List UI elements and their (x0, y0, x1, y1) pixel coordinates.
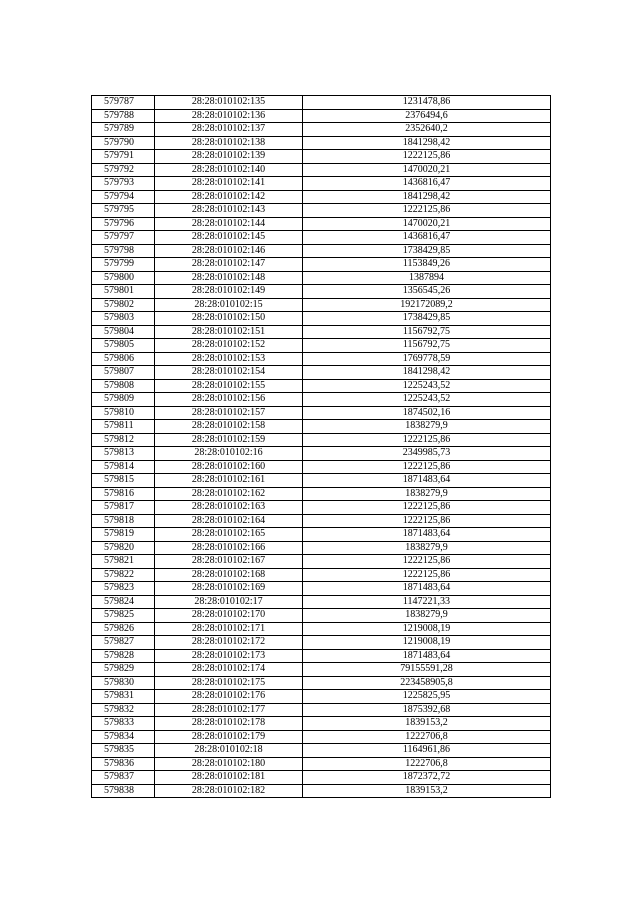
table-row (92, 622, 551, 636)
row-number-cell: 579805 (92, 339, 155, 353)
cadastral-value-cell: 1838279,9 (303, 541, 551, 555)
cadastral-value-cell: 1156792,75 (303, 325, 551, 339)
table-row (92, 352, 551, 366)
row-number-cell: 579795 (92, 204, 155, 218)
cadastral-number-cell: 28:28:010102:182 (155, 784, 303, 798)
row-number-cell: 579814 (92, 460, 155, 474)
cadastral-value-cell: 223458905,8 (303, 676, 551, 690)
table-row (92, 541, 551, 555)
table-row (92, 771, 551, 785)
cadastral-number-cell: 28:28:010102:177 (155, 703, 303, 717)
row-number-cell: 579820 (92, 541, 155, 555)
cadastral-value-cell: 2376494,6 (303, 109, 551, 123)
cadastral-value-table (91, 95, 551, 798)
cadastral-value-cell: 1841298,42 (303, 190, 551, 204)
table-row (92, 690, 551, 704)
cadastral-number-cell: 28:28:010102:136 (155, 109, 303, 123)
row-number-cell: 579803 (92, 312, 155, 326)
row-number-cell: 579818 (92, 514, 155, 528)
cadastral-value-cell: 1839153,2 (303, 784, 551, 798)
cadastral-value-cell: 79155591,28 (303, 663, 551, 677)
cadastral-number-cell: 28:28:010102:145 (155, 231, 303, 245)
cadastral-value-cell: 1470020,21 (303, 163, 551, 177)
cadastral-number-cell: 28:28:010102:150 (155, 312, 303, 326)
table-row (92, 609, 551, 623)
table-row (92, 663, 551, 677)
row-number-cell: 579824 (92, 595, 155, 609)
cadastral-value-cell: 1738429,85 (303, 312, 551, 326)
table-row (92, 325, 551, 339)
table-row (92, 217, 551, 231)
cadastral-value-cell: 1871483,64 (303, 474, 551, 488)
row-number-cell: 579800 (92, 271, 155, 285)
cadastral-number-cell: 28:28:010102:167 (155, 555, 303, 569)
row-number-cell: 579833 (92, 717, 155, 731)
cadastral-number-cell: 28:28:010102:157 (155, 406, 303, 420)
cadastral-value-cell: 1838279,9 (303, 487, 551, 501)
cadastral-number-cell: 28:28:010102:171 (155, 622, 303, 636)
cadastral-number-cell: 28:28:010102:16 (155, 447, 303, 461)
table-row (92, 204, 551, 218)
cadastral-number-cell: 28:28:010102:180 (155, 757, 303, 771)
cadastral-number-cell: 28:28:010102:153 (155, 352, 303, 366)
cadastral-value-cell: 1872372,72 (303, 771, 551, 785)
cadastral-value-cell: 1841298,42 (303, 366, 551, 380)
cadastral-value-cell: 1470020,21 (303, 217, 551, 231)
cadastral-value-cell: 1222125,86 (303, 555, 551, 569)
cadastral-number-cell: 28:28:010102:140 (155, 163, 303, 177)
table-row (92, 649, 551, 663)
table-row (92, 285, 551, 299)
table-row (92, 744, 551, 758)
table-row (92, 636, 551, 650)
cadastral-number-cell: 28:28:010102:149 (155, 285, 303, 299)
cadastral-value-cell: 1222125,86 (303, 150, 551, 164)
table-row (92, 757, 551, 771)
cadastral-value-cell: 1222125,86 (303, 501, 551, 515)
cadastral-value-cell: 1147221,33 (303, 595, 551, 609)
table-row (92, 298, 551, 312)
cadastral-value-cell: 1356545,26 (303, 285, 551, 299)
cadastral-value-cell: 1871483,64 (303, 528, 551, 542)
table-row (92, 258, 551, 272)
row-number-cell: 579825 (92, 609, 155, 623)
table-row (92, 231, 551, 245)
row-number-cell: 579822 (92, 568, 155, 582)
row-number-cell: 579821 (92, 555, 155, 569)
cadastral-number-cell: 28:28:010102:152 (155, 339, 303, 353)
row-number-cell: 579827 (92, 636, 155, 650)
row-number-cell: 579813 (92, 447, 155, 461)
cadastral-value-cell: 1222125,86 (303, 514, 551, 528)
table-row (92, 190, 551, 204)
table-row (92, 501, 551, 515)
cadastral-number-cell: 28:28:010102:178 (155, 717, 303, 731)
row-number-cell: 579798 (92, 244, 155, 258)
cadastral-number-cell: 28:28:010102:15 (155, 298, 303, 312)
table-row (92, 150, 551, 164)
cadastral-value-cell: 1841298,42 (303, 136, 551, 150)
cadastral-value-cell: 1222706,8 (303, 757, 551, 771)
row-number-cell: 579796 (92, 217, 155, 231)
cadastral-number-cell: 28:28:010102:166 (155, 541, 303, 555)
row-number-cell: 579804 (92, 325, 155, 339)
row-number-cell: 579807 (92, 366, 155, 380)
table-row (92, 420, 551, 434)
cadastral-number-cell: 28:28:010102:137 (155, 123, 303, 137)
table-row (92, 703, 551, 717)
cadastral-number-cell: 28:28:010102:172 (155, 636, 303, 650)
cadastral-number-cell: 28:28:010102:176 (155, 690, 303, 704)
cadastral-number-cell: 28:28:010102:18 (155, 744, 303, 758)
cadastral-number-cell: 28:28:010102:135 (155, 96, 303, 110)
cadastral-value-cell: 1874502,16 (303, 406, 551, 420)
table-row (92, 730, 551, 744)
cadastral-number-cell: 28:28:010102:169 (155, 582, 303, 596)
cadastral-number-cell: 28:28:010102:143 (155, 204, 303, 218)
cadastral-number-cell: 28:28:010102:144 (155, 217, 303, 231)
cadastral-value-cell: 1231478,86 (303, 96, 551, 110)
cadastral-value-cell: 1225243,52 (303, 379, 551, 393)
table-row (92, 244, 551, 258)
row-number-cell: 579836 (92, 757, 155, 771)
cadastral-number-cell: 28:28:010102:17 (155, 595, 303, 609)
cadastral-value-cell: 1219008,19 (303, 622, 551, 636)
cadastral-number-cell: 28:28:010102:168 (155, 568, 303, 582)
table-row (92, 717, 551, 731)
row-number-cell: 579802 (92, 298, 155, 312)
table-row (92, 487, 551, 501)
cadastral-value-cell: 1738429,85 (303, 244, 551, 258)
row-number-cell: 579806 (92, 352, 155, 366)
table-row (92, 123, 551, 137)
row-number-cell: 579797 (92, 231, 155, 245)
row-number-cell: 579817 (92, 501, 155, 515)
cadastral-number-cell: 28:28:010102:159 (155, 433, 303, 447)
row-number-cell: 579794 (92, 190, 155, 204)
row-number-cell: 579832 (92, 703, 155, 717)
cadastral-number-cell: 28:28:010102:170 (155, 609, 303, 623)
table-row (92, 676, 551, 690)
cadastral-value-cell: 1222125,86 (303, 433, 551, 447)
row-number-cell: 579831 (92, 690, 155, 704)
row-number-cell: 579826 (92, 622, 155, 636)
table-row (92, 460, 551, 474)
table-row (92, 393, 551, 407)
row-number-cell: 579816 (92, 487, 155, 501)
cadastral-number-cell: 28:28:010102:146 (155, 244, 303, 258)
cadastral-number-cell: 28:28:010102:165 (155, 528, 303, 542)
cadastral-number-cell: 28:28:010102:173 (155, 649, 303, 663)
row-number-cell: 579809 (92, 393, 155, 407)
row-number-cell: 579837 (92, 771, 155, 785)
row-number-cell: 579835 (92, 744, 155, 758)
cadastral-value-cell: 1436816,47 (303, 177, 551, 191)
row-number-cell: 579838 (92, 784, 155, 798)
cadastral-number-cell: 28:28:010102:158 (155, 420, 303, 434)
cadastral-value-cell: 1871483,64 (303, 649, 551, 663)
row-number-cell: 579801 (92, 285, 155, 299)
row-number-cell: 579790 (92, 136, 155, 150)
table-row (92, 177, 551, 191)
row-number-cell: 579830 (92, 676, 155, 690)
table-row (92, 528, 551, 542)
table-row (92, 312, 551, 326)
cadastral-value-cell: 1153849,26 (303, 258, 551, 272)
cadastral-number-cell: 28:28:010102:156 (155, 393, 303, 407)
row-number-cell: 579834 (92, 730, 155, 744)
cadastral-value-cell: 1225243,52 (303, 393, 551, 407)
table-row (92, 366, 551, 380)
table-row (92, 136, 551, 150)
cadastral-value-cell: 1871483,64 (303, 582, 551, 596)
table-body (92, 96, 551, 798)
cadastral-number-cell: 28:28:010102:151 (155, 325, 303, 339)
cadastral-value-cell: 1839153,2 (303, 717, 551, 731)
row-number-cell: 579787 (92, 96, 155, 110)
row-number-cell: 579812 (92, 433, 155, 447)
table-row (92, 339, 551, 353)
table-row (92, 474, 551, 488)
cadastral-value-cell: 192172089,2 (303, 298, 551, 312)
cadastral-number-cell: 28:28:010102:175 (155, 676, 303, 690)
cadastral-number-cell: 28:28:010102:138 (155, 136, 303, 150)
table-row (92, 568, 551, 582)
table-row (92, 96, 551, 110)
cadastral-number-cell: 28:28:010102:179 (155, 730, 303, 744)
cadastral-number-cell: 28:28:010102:141 (155, 177, 303, 191)
cadastral-number-cell: 28:28:010102:164 (155, 514, 303, 528)
table-row (92, 379, 551, 393)
row-number-cell: 579828 (92, 649, 155, 663)
table-row (92, 163, 551, 177)
row-number-cell: 579808 (92, 379, 155, 393)
row-number-cell: 579792 (92, 163, 155, 177)
cadastral-value-cell: 1156792,75 (303, 339, 551, 353)
cadastral-value-cell: 1838279,9 (303, 609, 551, 623)
cadastral-value-cell: 1222125,86 (303, 460, 551, 474)
cadastral-value-cell: 1222706,8 (303, 730, 551, 744)
cadastral-value-cell: 1219008,19 (303, 636, 551, 650)
table-row (92, 109, 551, 123)
cadastral-number-cell: 28:28:010102:161 (155, 474, 303, 488)
cadastral-value-cell: 1164961,86 (303, 744, 551, 758)
cadastral-value-cell: 1222125,86 (303, 568, 551, 582)
row-number-cell: 579810 (92, 406, 155, 420)
row-number-cell: 579788 (92, 109, 155, 123)
table-row (92, 595, 551, 609)
cadastral-number-cell: 28:28:010102:154 (155, 366, 303, 380)
row-number-cell: 579789 (92, 123, 155, 137)
cadastral-number-cell: 28:28:010102:162 (155, 487, 303, 501)
cadastral-value-cell: 1875392,68 (303, 703, 551, 717)
cadastral-value-cell: 1838279,9 (303, 420, 551, 434)
row-number-cell: 579811 (92, 420, 155, 434)
row-number-cell: 579815 (92, 474, 155, 488)
cadastral-number-cell: 28:28:010102:160 (155, 460, 303, 474)
row-number-cell: 579793 (92, 177, 155, 191)
cadastral-value-cell: 1436816,47 (303, 231, 551, 245)
cadastral-value-cell: 2349985,73 (303, 447, 551, 461)
cadastral-value-cell: 1222125,86 (303, 204, 551, 218)
cadastral-number-cell: 28:28:010102:155 (155, 379, 303, 393)
table-row (92, 447, 551, 461)
table-row (92, 555, 551, 569)
cadastral-value-cell: 2352640,2 (303, 123, 551, 137)
cadastral-value-cell: 1769778,59 (303, 352, 551, 366)
row-number-cell: 579829 (92, 663, 155, 677)
table-row (92, 406, 551, 420)
cadastral-value-cell: 1387894 (303, 271, 551, 285)
cadastral-number-cell: 28:28:010102:147 (155, 258, 303, 272)
cadastral-number-cell: 28:28:010102:181 (155, 771, 303, 785)
row-number-cell: 579799 (92, 258, 155, 272)
cadastral-number-cell: 28:28:010102:139 (155, 150, 303, 164)
table-row (92, 433, 551, 447)
cadastral-number-cell: 28:28:010102:148 (155, 271, 303, 285)
table-row (92, 514, 551, 528)
cadastral-number-cell: 28:28:010102:142 (155, 190, 303, 204)
row-number-cell: 579791 (92, 150, 155, 164)
cadastral-number-cell: 28:28:010102:174 (155, 663, 303, 677)
row-number-cell: 579823 (92, 582, 155, 596)
table-row (92, 582, 551, 596)
table-row (92, 784, 551, 798)
cadastral-number-cell: 28:28:010102:163 (155, 501, 303, 515)
cadastral-value-cell: 1225825,95 (303, 690, 551, 704)
row-number-cell: 579819 (92, 528, 155, 542)
table-row (92, 271, 551, 285)
